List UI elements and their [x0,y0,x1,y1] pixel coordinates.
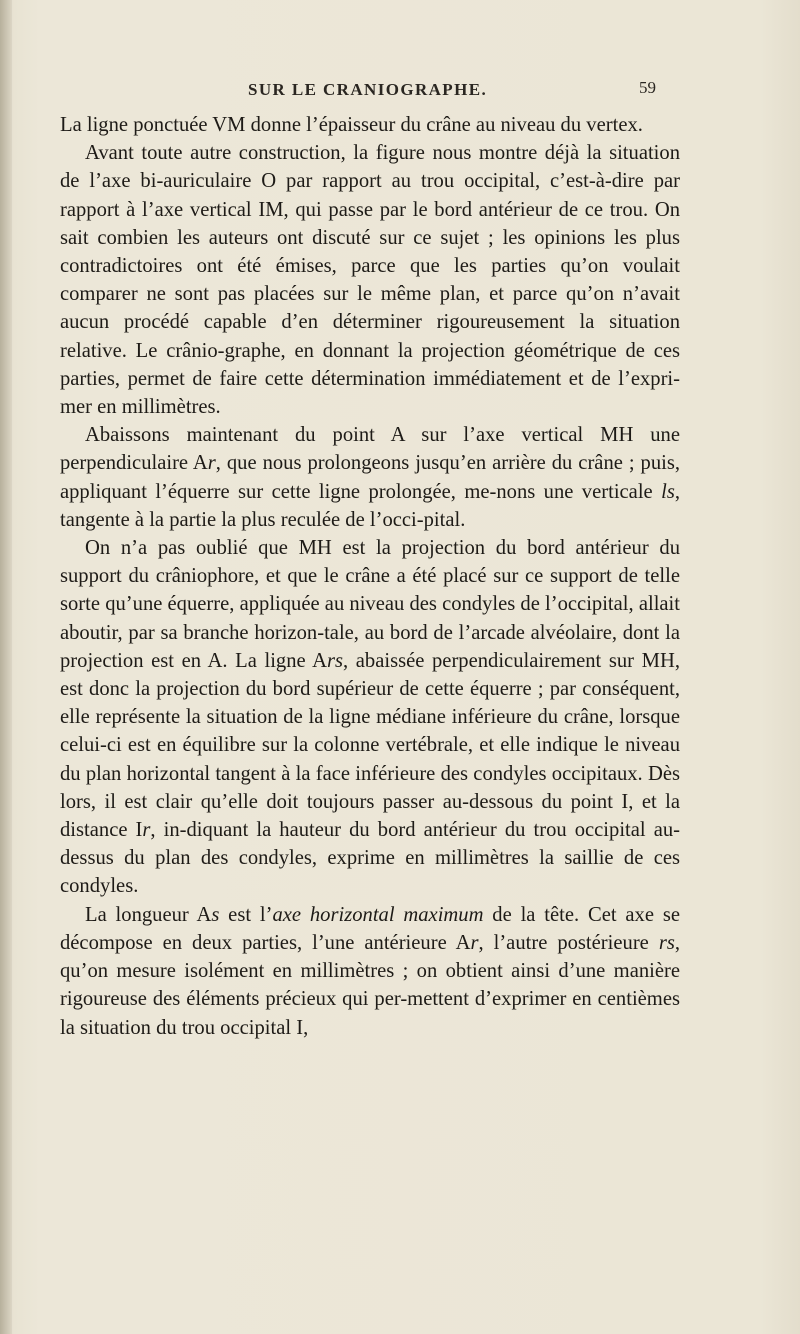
italic-term: rs [327,649,344,672]
paragraph-perpendicular [60,421,680,534]
italic-term: r [207,452,216,475]
text-run: On n’a pas oublié que MH est la projection du bord antérieur du support du crâniophore, et que le crâne a été placé sur ce support de telle sorte qu’une équerre, appliquée au niveau des condyles de l’occipital, allait aboutir, par sa branche horizon-tale, au bord de l’arcade alvéolaire, dont la projection est en A. La ligne A [60,537,680,672]
italic-term: r [470,931,479,954]
paragraph-vertex-thickness [60,111,680,139]
text-run: Avant toute autre construction, la figure nous montre déjà la situation de l’axe bi-auriculaire O par rapport au trou occipital, c’est-à-dire par rapport à l’axe vertical IM, qui passe par le bord antérieur de ce trou. On sait combien les auteurs ont discuté sur ce sujet ; les opinions les plus contradictoires ont été émises, parce que les parties qu’on voulait comparer ne sont pas placées sur le même plan, et parce qu’on n’avait aucun procédé capable d’en déterminer rigoureusement la situation relative. Le crânio-graphe, en donnant la projection géométrique de ces parties, permet de faire cette détermination immédiatement et de l’expri-mer en millimètres. [60,142,680,419]
text-run: , que nous prolongeons jusqu’en arrière du crâne ; puis, appliquant l’équerre sur cette ligne prolongée, me-nons une verticale [60,452,680,503]
text-run: , in-diquant la hauteur du bord antérieur du trou occipital au-dessus du plan des condyles, exprime en millimètres la saillie de ces condyles. [60,819,681,898]
text-run: Abaissons maintenant du point A sur l’axe vertical MH une perpendiculaire A [60,424,680,475]
running-head [0,80,800,106]
paragraph-horizontal-axis [60,901,680,1042]
text-run: de la tête. Cet axe se décompose en deux parties, l’une antérieure A [60,903,680,954]
text-run: , l’autre postérieure [478,931,659,954]
italic-term: rs [658,931,675,954]
running-title: SUR LE CRANIOGRAPHE. [248,80,488,99]
body-text [60,111,680,1042]
page-binding-edge [0,0,12,1334]
paragraph-biauricular-axis [60,139,680,421]
italic-term: r [142,819,151,842]
italic-term: s [211,903,220,926]
text-run: , tangente à la partie la plus reculée de l’occi-pital. [60,480,680,531]
text-run: La longueur A [85,903,212,926]
page-number: 59 [639,78,656,97]
text-run: est l’ [219,903,273,926]
text-run: La ligne ponctuée VM donne l’épaisseur du crâne au niveau du vertex. [60,114,643,136]
italic-term: ls [661,480,675,503]
text-run: , qu’on mesure isolément en millimètres ; on obtient ainsi d’une manière rigoureuse des éléments précieux qui per-mettent d’exprimer en centièmes la situation du trou occipital I, [60,931,680,1039]
paragraph-craniophore-support [60,534,680,901]
italic-term: axe horizontal maximum [272,903,484,926]
text-run: , abaissée perpendiculairement sur MH, est donc la projection du bord supérieur de cette équerre ; par conséquent, elle représente la situation de la ligne médiane inférieure du crâne, lorsque celui-ci est en équilibre sur la colonne vertébrale, et elle indique le niveau du plan horizontal tangent à la face inférieure des condyles occipitaux. Dès lors, il est clair qu’elle doit toujours passer au-dessous du point I, et la distance I [60,649,680,842]
